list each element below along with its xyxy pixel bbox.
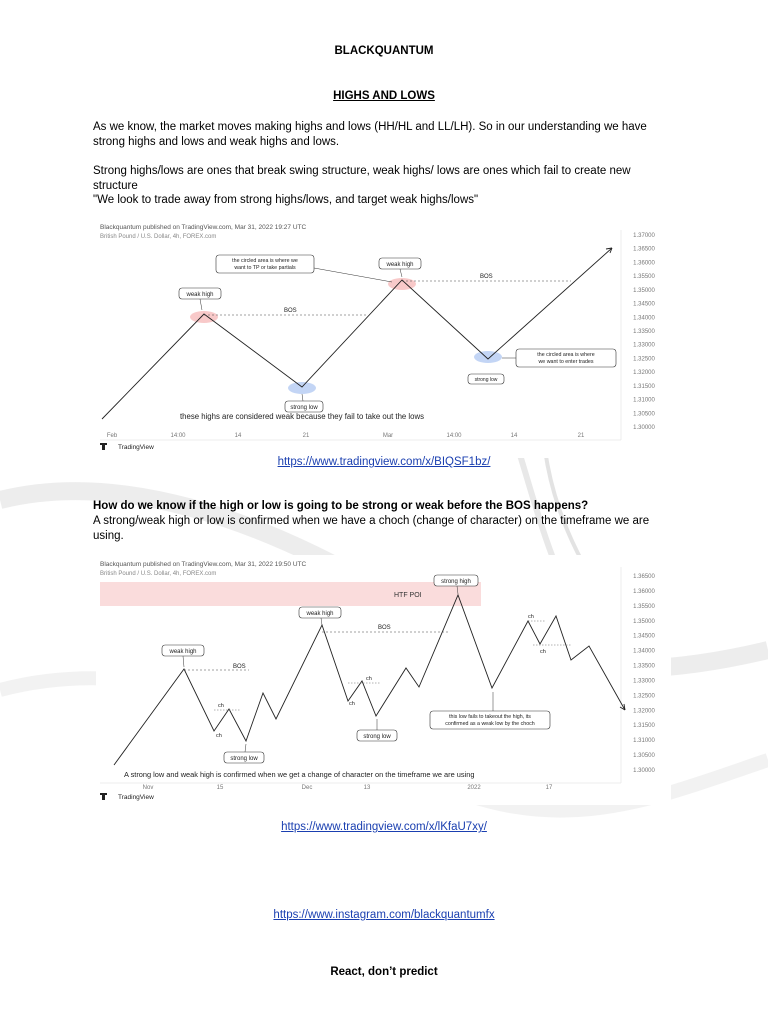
chart-2-y-tick-label: 1.34000	[633, 648, 655, 655]
intro-line-1: As we know, the market moves making highs and lows (HH/HL and LL/LH). So in our understanding we have	[93, 121, 647, 133]
chart-1-entry-note-line-2: we want to enter trades	[538, 359, 594, 365]
chart-1-x-tick-label: 14:00	[170, 433, 186, 439]
chart-2-htf-poi-label: HTF POI	[394, 592, 422, 599]
chart-2-ch-label-4: ch	[528, 614, 534, 620]
chart-2-note-line-1: this low fails to takeout the high, its	[449, 714, 531, 720]
svg-text:TradingView: TradingView	[118, 444, 154, 451]
chart-1-y-tick-label: 1.35000	[633, 287, 655, 294]
chart-2-strong-low-label-2: strong low	[363, 734, 391, 740]
chart-1-entry-zone-1	[288, 382, 316, 394]
chart-1-strong-low-label-2: strong low	[474, 377, 498, 383]
chart-1-weak-high-label-2: weak high	[386, 262, 414, 268]
chart-1-y-tick-label: 1.32000	[633, 370, 655, 377]
chart-1-symbol: British Pound / U.S. Dollar, 4h, FOREX.com	[100, 234, 217, 240]
chart-1-y-tick-label: 1.35500	[633, 274, 655, 281]
chart-1-weak-high-label-1: weak high	[186, 292, 214, 298]
section-2-answer-line-2: using.	[93, 530, 124, 542]
intro-line-3: Strong highs/lows are ones that break swing structure, weak highs/ lows are ones which fail to create new	[93, 165, 631, 177]
chart-1-bos-label-2: BOS	[480, 274, 493, 280]
chart-2-htf-poi-zone	[100, 582, 481, 606]
chart-2-y-tick-label: 1.32000	[633, 708, 655, 715]
chart-1-x-tick-label: 14	[234, 433, 242, 439]
chart-2-x-tick-label: 15	[216, 785, 224, 791]
chart-1-x-tick-label: 21	[577, 433, 585, 439]
chart-2-ch-label-1: ch	[218, 703, 224, 709]
chart-2-ch-label-2: ch	[366, 676, 372, 682]
chart-1-link[interactable]: https://www.tradingview.com/x/BIQSF1bz/	[277, 456, 491, 468]
chart-1-y-tick-label: 1.31000	[633, 397, 655, 404]
chart-2-note-line-2: confirmed as a weak low by the choch	[445, 721, 535, 727]
chart-1-y-tick-label: 1.30000	[633, 425, 655, 431]
chart-1-x-tick-label: Mar	[382, 433, 394, 439]
chart-2-weak-high-label-1: weak high	[169, 649, 197, 655]
chart-2-caption: A strong low and weak high is confirmed when we get a change of character on the timeframe we are using	[124, 770, 475, 779]
chart-2-y-tick-label: 1.32500	[633, 693, 655, 700]
chart-2-figure	[96, 555, 671, 805]
chart-2-x-tick-label: Dec	[301, 785, 313, 791]
chart-1-y-ticks	[633, 233, 655, 431]
chart-1-x-tick-label: 21	[302, 433, 310, 439]
chart-2-strong-high-label: strong high	[441, 579, 471, 585]
chart-1-bos-label-1: BOS	[284, 308, 297, 314]
chart-2-x-tick-label: Nov	[142, 785, 154, 791]
footer-tagline: React, don’t predict	[330, 966, 438, 978]
chart-1-background	[96, 218, 671, 458]
chart-1-published: Blackquantum published on TradingView.com, Mar 31, 2022 19:27 UTC	[100, 224, 307, 231]
chart-2-y-tick-label: 1.34500	[633, 633, 655, 640]
brand-title: BLACKQUANTUM	[334, 45, 434, 57]
chart-2-y-tick-label: 1.31500	[633, 723, 655, 730]
instagram-link-wrapper	[0, 908, 768, 923]
chart-2-y-tick-label: 1.36500	[633, 574, 655, 580]
chart-1-y-tick-label: 1.34500	[633, 301, 655, 308]
chart-2-bos-label-1: BOS	[233, 664, 246, 670]
chart-2-y-tick-label: 1.33000	[633, 678, 655, 685]
chart-2-strong-low-label-1: strong low	[230, 756, 258, 762]
chart-2-y-tick-label: 1.31000	[633, 738, 655, 745]
chart-1-link-wrapper	[0, 455, 768, 470]
chart-2-published: Blackquantum published on TradingView.com, Mar 31, 2022 19:50 UTC	[100, 561, 307, 568]
chart-2-weak-high-label-2: weak high	[306, 611, 334, 617]
section-2-question: How do we know if the high or low is going to be strong or weak before the BOS happens?	[93, 500, 589, 512]
chart-1-y-tick-label: 1.30500	[633, 411, 655, 418]
chart-1-y-tick-label: 1.36500	[633, 246, 655, 253]
chart-2-symbol: British Pound / U.S. Dollar, 4h, FOREX.com	[100, 571, 217, 577]
chart-1-y-tick-label: 1.33000	[633, 342, 655, 349]
chart-1-y-tick-label: 1.33500	[633, 329, 655, 335]
chart-1-y-tick-label: 1.37000	[633, 233, 655, 239]
instagram-link[interactable]: https://www.instagram.com/blackquantumfx	[273, 909, 495, 921]
chart-2-y-tick-label: 1.30500	[633, 753, 655, 760]
chart-1-caption: these highs are considered weak because they fail to take out the lows	[180, 412, 425, 421]
chart-2-x-tick-label: 13	[363, 785, 371, 791]
chart-1-figure	[96, 218, 671, 458]
chart-1-tp-note-line-2: want to TP or take partials	[234, 265, 296, 271]
intro-line-2: strong highs and lows and weak highs and lows.	[93, 136, 340, 148]
chart-2-y-tick-label: 1.35000	[633, 618, 655, 625]
chart-2-link-wrapper	[0, 820, 768, 835]
chart-2-ch-label-3: ch	[540, 649, 546, 655]
chart-1-strong-low-label: strong low	[290, 405, 318, 411]
chart-1-entry-zone-2	[474, 351, 502, 363]
chart-1-x-tick-label: Feb	[106, 433, 118, 439]
svg-text:TradingView: TradingView	[118, 794, 154, 801]
section-2-answer-line-1: A strong/weak high or low is confirmed when we have a choch (change of character) on the timeframe we are	[93, 515, 650, 527]
chart-1-x-tick-label: 14:00	[446, 433, 462, 439]
chart-1-entry-note-line-1: the circled area is where	[537, 352, 595, 358]
chart-2-y-tick-label: 1.35500	[633, 603, 655, 610]
chart-2-y-tick-label: 1.33500	[633, 663, 655, 670]
chart-2-bos-label-2: BOS	[378, 625, 391, 631]
chart-2-x-tick-label: 2022	[467, 785, 481, 791]
chart-1-y-tick-label: 1.36000	[633, 260, 655, 267]
intro-line-4: structure	[93, 180, 138, 192]
chart-2-ch-label-6: ch	[349, 701, 355, 707]
chart-2-y-tick-label: 1.30000	[633, 768, 655, 774]
chart-2-ch-label-5: ch	[216, 733, 222, 739]
chart-1-y-tick-label: 1.31500	[633, 383, 655, 390]
chart-1-y-tick-label: 1.32500	[633, 356, 655, 363]
chart-1-x-tick-label: 14	[510, 433, 518, 439]
chart-2-x-tick-label: 17	[545, 785, 553, 791]
page-title: HIGHS AND LOWS	[333, 90, 435, 102]
chart-1-tp-note-line-1: the circled area is where we	[232, 258, 298, 264]
chart-2-link[interactable]: https://www.tradingview.com/x/lKfaU7xy/	[281, 821, 487, 833]
chart-2-y-tick-label: 1.36000	[633, 588, 655, 595]
chart-1-y-tick-label: 1.34000	[633, 315, 655, 322]
intro-quote: "We look to trade away from strong highs/lows, and target weak highs/lows"	[93, 194, 479, 206]
